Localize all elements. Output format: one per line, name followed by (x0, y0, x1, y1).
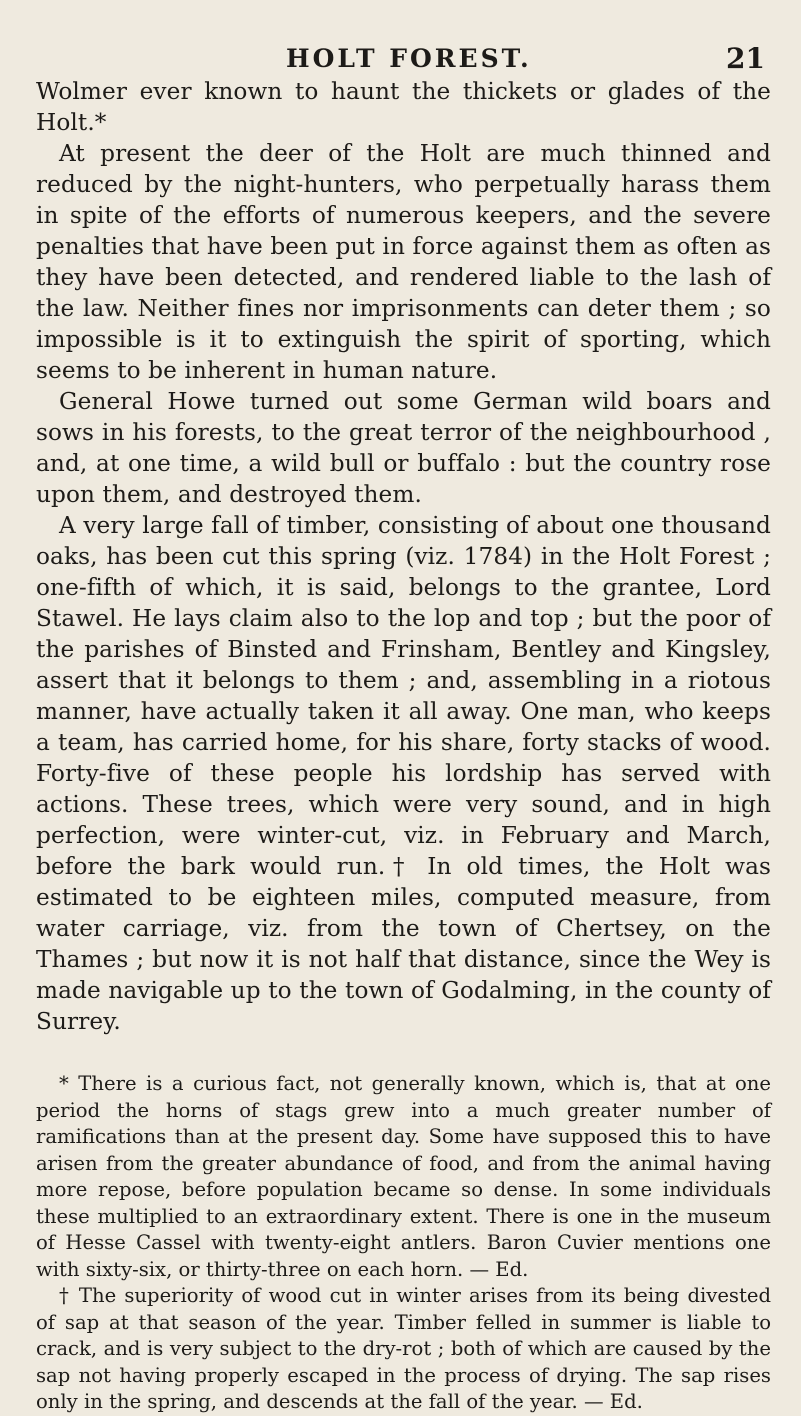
footnote: † The superiority of wood cut in winter arises from its being divested of sap at that season of the year. Timber felled in summer is liable to crack, and is very subject to the dry-rot ; both of which are caused by the sap not having properly escaped in the process of drying. The sap rises only in the spring, and descends at the fall of the year. — Ed. (36, 1284, 771, 1413)
paragraph: General Howe turned out some German wild boars and sows in his forests, to the great terror of the neighbourhood , and, at one time, a wild bull or buffalo : but the country rose upon them, and destroyed them. (36, 388, 771, 508)
page-number: 21 (726, 42, 765, 75)
running-head: HOLT FOREST. (286, 44, 532, 73)
page-header (36, 28, 771, 76)
paragraph: A very large fall of timber, consisting of about one thousand oaks, has been cut this spring (viz. 1784) in the Holt Forest ; one-fifth of which, it is said, belongs to the grantee, Lord Stawel. He lays claim also to the lop and top ; but the poor of the parishes of Binsted and Frinsham, Bentley and Kingsley, assert that it belongs to them ; and, assembling in a riotous manner, have actually taken it all away. One man, who keeps a team, has carried home, for his share, forty stacks of wood. Forty-five of these people his lordship has served with actions. These trees, which were very sound, and in high perfection, were winter-cut, viz. in February and March, before the bark would run.† In old times, the Holt was estimated to be eighteen miles, computed measure, from water carriage, viz. from the town of Chertsey, on the Thames ; but now it is not half that distance, since the Wey is made navigable up to the town of Godalming, in the county of Surrey. (36, 512, 771, 1035)
paragraph: Wolmer ever known to haunt the thickets or glades of the Holt.* (36, 78, 771, 136)
paragraph: At present the deer of the Holt are much thinned and reduced by the night-hunters, who perpetually harass them in spite of the efforts of numerous keepers, and the severe penalties that have been put in force against them as often as they have been detected, and rendered liable to the lash of the law. Neither fines nor imprisonments can deter them ; so impossible is it to extinguish the spirit of sporting, which seems to be inherent in human nature. (36, 140, 771, 384)
footnotes (36, 1071, 771, 1416)
footnote: * There is a curious fact, not generally known, which is, that at one period the horns of stags grew into a much greater number of ramifications than at the present day. Some have supposed this to have arisen from the greater abundance of food, and from the animal having more repose, before population became so dense. In some individuals these multiplied to an extraordinary extent. There is one in the museum of Hesse Cassel with twenty-eight antlers. Baron Cuvier mentions one with sixty-six, or thirty-three on each horn. — Ed. (36, 1072, 771, 1281)
body-text (36, 76, 771, 1037)
